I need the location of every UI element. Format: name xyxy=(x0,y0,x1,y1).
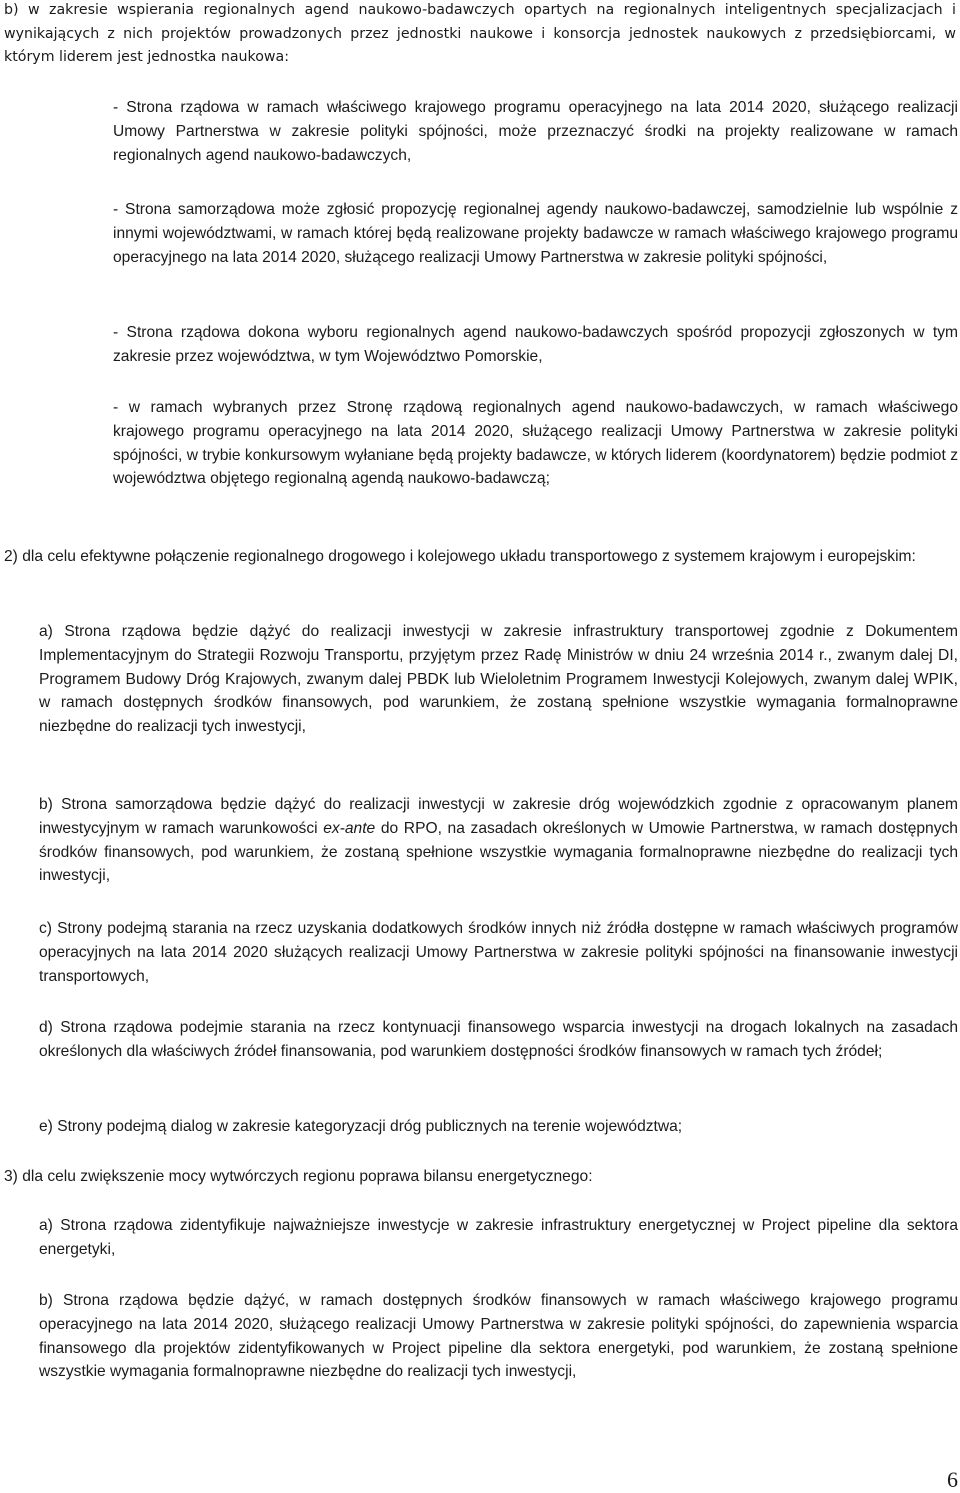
page-number: 6 xyxy=(947,1467,958,1492)
section-2-item-c: c) Strony podejmą starania na rzecz uzyskania dodatkowych środków innych niż źródła dostępne w ramach właściwych programów operacyjnych na lata 2014 2020 służących realizacji Umowy Partnerstwa w zakresie polityki spójności na finansowanie inwestycji transportowych, xyxy=(39,920,958,985)
item-b-text-start: b) Strona samorządowa będzie dążyć do realizacji inwestycji w zakresie dróg wojewódzkich zgodnie z opracowanym planem inwestycyjnym w ramach warunkowości xyxy=(39,796,958,837)
item-b-italic-term: ex-ante xyxy=(323,819,376,837)
dash-item-3: - Strona rządowa dokona wyboru regionalnych agend naukowo-badawczych spośród propozycji zgłoszonych w tym zakresie przez województwa, w tym Województwo Pomorskie, xyxy=(113,324,958,365)
item-b-text-end: do RPO, na zasadach określonych w Umowie Partnerstwa, w ramach dostępnych środków finansowych, pod warunkiem, że zostaną spełnione wszystkie wymagania formalnoprawne niezbędne do realizacji tych inwestycji, xyxy=(39,819,958,885)
section-2-item-a: a) Strona rządowa będzie dążyć do realizacji inwestycji w zakresie infrastruktury transportowej zgodnie z Dokumentem Implementacyjnym do Strategii Rozwoju Transportu, przyjętym przez Radę Ministrów w dniu 24 września 2014 r., zwanym dalej DI, Programem Budowy Dróg Krajowych, zwanym dalej PBDK lub Wieloletnim Programem Inwestycji Kolejowych, zwanym dalej WPIK, w ramach dostępnych środków finansowych, pod warunkiem, że zostaną spełnione wszystkie wymagania formalnoprawne niezbędne do realizacji tych inwestycji, xyxy=(39,623,958,736)
section-2-item-e: e) Strony podejmą dialog w zakresie kategoryzacji dróg publicznych na terenie województwa; xyxy=(39,1118,683,1135)
section-3-item-a: a) Strona rządowa zidentyfikuje najważniejsze inwestycje w zakresie infrastruktury energetycznej w Project pipeline dla sektora energetyki, xyxy=(39,1217,958,1258)
section-3-item-b: b) Strona rządowa będzie dążyć, w ramach dostępnych środków finansowych w ramach właściwego krajowego programu operacyjnego na lata 2014 2020, służącego realizacji Umowy Partnerstwa w zakresie polityki spójności, do zapewnienia wsparcia finansowego dla projektów zidentyfikowanych w Project pipeline dla sektora energetyki, pod warunkiem, że zostaną spełnione wszystkie wymagania formalnoprawne niezbędne do realizacji tych inwestycji, xyxy=(39,1292,958,1381)
dash-item-4: - w ramach wybranych przez Stronę rządową regionalnych agend naukowo-badawczych, w ramach właściwego krajowego programu operacyjnego na lata 2014 2020, służącego realizacji Umowy Partnerstwa w zakresie polityki spójności, w trybie konkursowym wyłaniane będą projekty badawcze, w których liderem (koordynatorem) będzie podmiot z województwa objętego regionalną agendą naukowo-badawczą; xyxy=(113,399,958,488)
section-2-heading: 2) dla celu efektywne połączenie regionalnego drogowego i kolejowego układu transportowego z systemem krajowym i europejskim: xyxy=(4,548,916,565)
dash-item-2: - Strona samorządowa może zgłosić propozycję regionalnej agendy naukowo-badawczej, samodzielnie lub wspólnie z innymi województwami, w ramach której będą realizowane projekty badawcze w ramach właściwego krajowego programu operacyjnego na lata 2014 2020, służącego realizacji Umowy Partnerstwa w zakresie polityki spójności, xyxy=(113,201,958,266)
paragraph-intro-b: b) w zakresie wspierania regionalnych agend naukowo-badawczych opartych na regionalnych inteligentnych specjalizacjach i wynikających z nich projektów prowadzonych przez jednostki naukowe i konsorcja jednostek naukowych z przedsiębiorcami, w którym liderem jest jednostka naukowa: xyxy=(4,2,956,65)
section-2-item-d: d) Strona rządowa podejmie starania na rzecz kontynuacji finansowego wsparcia inwestycji na drogach lokalnych na zasadach określonych dla właściwych źródeł finansowania, pod warunkiem dostępności środków finansowych w ramach tych źródeł; xyxy=(39,1019,958,1060)
section-2-item-b xyxy=(39,793,958,888)
dash-item-1: - Strona rządowa w ramach właściwego krajowego programu operacyjnego na lata 2014 2020, służącego realizacji Umowy Partnerstwa w zakresie polityki spójności, może przeznaczyć środki na projekty realizowane w ramach regionalnych agend naukowo-badawczych, xyxy=(113,99,958,164)
section-3-heading: 3) dla celu zwiększenie mocy wytwórczych regionu poprawa bilansu energetycznego: xyxy=(4,1168,593,1185)
